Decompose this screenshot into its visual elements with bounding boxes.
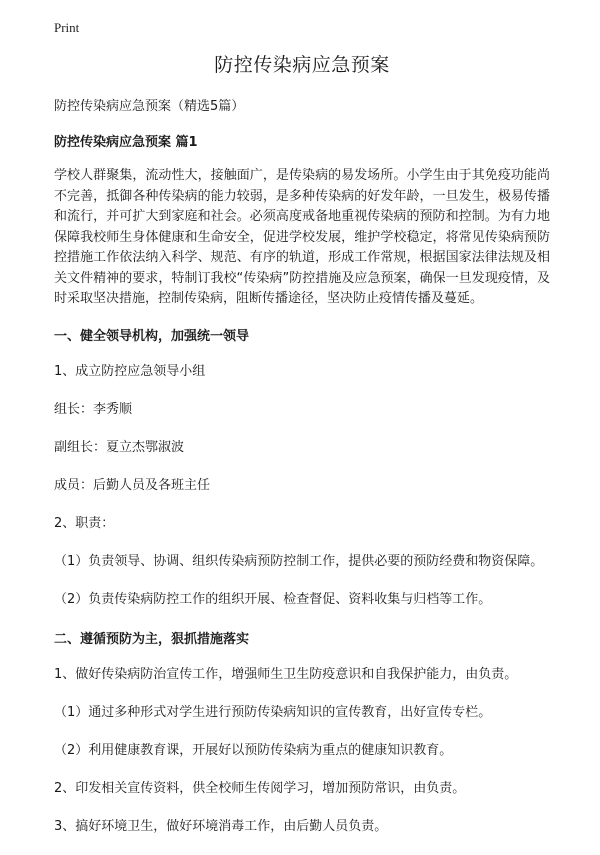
print-link[interactable]: Print xyxy=(54,20,80,35)
document-subtitle: 防控传染病应急预案（精选5篇） xyxy=(54,99,245,114)
item-leader: 组长：李秀顺 xyxy=(54,401,133,417)
document-title: 防控传染病应急预案 xyxy=(214,54,390,76)
intro-paragraph: 学校人群聚集，流动性大，接触面广，是传染病的易发场所。小学生由于其免疫功能尚不完善，抵御各种传染病的能力较弱，是多种传染病的好发年龄，一旦发生，极易传播和流行，并可扩大到家庭和社会。必须高度戒备地重视传染病的预防和控制。为有力地保障我校师生身体健康和生命安全，促进学校发展，维护学校稳定，将常见传染病预防控措施工作依法纳入科学、规范、有序的轨道，形成工作常规，根据国家法律法规及相关文件精神的要求，特制订我校“传染病”防控措施及应急预案，确保一旦发现疫情，及时采取坚决措施，控制传染病，阻断传播途径，坚决防止疫情传播及蔓延。 xyxy=(54,168,550,306)
item-environment: 3、搞好环境卫生，做好环境消毒工作，由后勤人员负责。 xyxy=(54,818,388,834)
item-duty-1: （1）负责领导、协调、组织传染病预防控制工作，提供必要的预防经费和物资保障。 xyxy=(54,553,544,569)
item-members: 成员：后勤人员及各班主任 xyxy=(54,477,211,493)
item-establish-group: 1、成立防控应急领导小组 xyxy=(54,363,206,379)
item-materials: 2、印发相关宣传资料，供全校师生传阅学习，增加预防常识，由负责。 xyxy=(54,780,466,796)
item-deputy-leader: 副组长：夏立杰鄂淑波 xyxy=(54,439,185,455)
heading-leadership: 一、健全领导机构，加强统一领导 xyxy=(54,328,250,344)
document-body xyxy=(54,50,550,855)
item-publicity: 1、做好传染病防治宣传工作，增强师生卫生防疫意识和自我保护能力，由负责。 xyxy=(54,666,518,682)
item-publicity-b: （2）利用健康教育课，开展好以预防传染病为重点的健康知识教育。 xyxy=(54,742,453,758)
item-duties: 2、职责： xyxy=(54,515,115,531)
heading-prevention: 二、遵循预防为主，狠抓措施落实 xyxy=(54,631,250,647)
item-duty-2: （2）负责传染病防控工作的组织开展、检查督促、资料收集与归档等工作。 xyxy=(54,591,492,607)
section-title: 防控传染病应急预案 篇1 xyxy=(54,135,198,150)
item-publicity-a: （1）通过多种形式对学生进行预防传染病知识的宣传教育，出好宣传专栏。 xyxy=(54,704,492,720)
